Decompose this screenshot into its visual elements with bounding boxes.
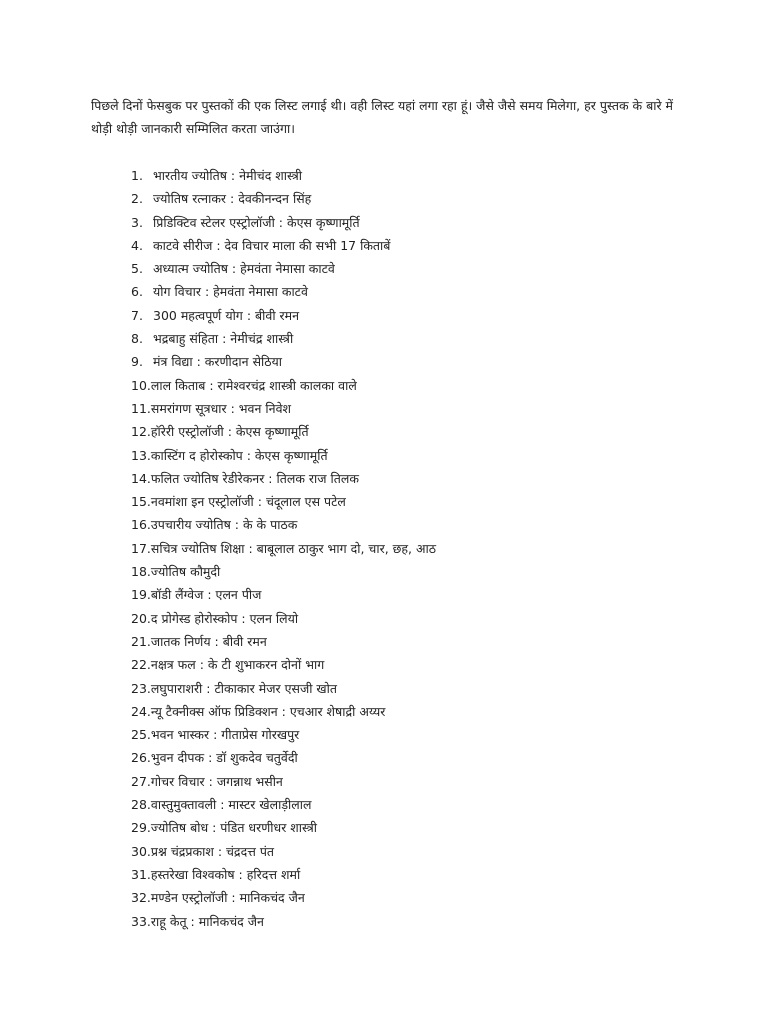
list-item-text: गोचर विचार : जगन्नाथ भसीन [150,773,283,789]
list-item [131,211,436,234]
list-item-number: 24. [131,703,151,719]
list-item-number: 4. [131,237,143,253]
list-item-text: कास्टिंग द होरोस्कोप : केएस कृष्णामूर्ति [150,447,328,463]
list-item-number: 18. [131,564,151,580]
list-item [131,397,436,420]
intro-paragraph: पिछले दिनों फेसबुक पर पुस्तकों की एक लिस्ट लगाई थी। वही लिस्ट यहां लगा रहा हूं। जैसे जैसे समय मिलेगा, हर पुस्तक के बारे में थोड़ी थोड़ी जानकारी सम्मिलित करता जाउंगा। [91,98,674,136]
list-item-text: वास्तुमुक्तावली : मास्टर खेलाड़ीलाल [150,797,312,813]
list-item-number: 9. [131,354,143,370]
list-item [131,653,436,676]
list-item-number: 13. [131,447,151,463]
list-item-number: 14. [131,470,151,486]
list-item [131,513,436,536]
list-item-number: 23. [131,680,151,696]
list-item-number: 27. [131,773,151,789]
list-item-number: 2. [131,191,143,207]
list-item-number: 7. [131,307,143,323]
list-item [131,886,436,909]
list-item-text: न्यू टैक्नीक्स ऑफ प्रिडिक्शन : एचआर शेषाद्री अय्यर [150,703,386,719]
book-list [131,164,436,933]
list-item [131,374,436,397]
list-item-text: हस्तरेखा विश्वकोष : हरिदत्त शर्मा [150,866,301,882]
list-item-number: 25. [131,727,151,743]
list-item-text: ज्योतिष रत्नाकर : देवकीनन्दन सिंह [153,191,312,207]
list-item-number: 8. [131,331,143,347]
list-item-text: मंत्र विद्या : करणीदान सेठिया [153,354,283,370]
list-item-text: राहू केतू : मानिकचंद जैन [150,913,264,929]
list-item [131,327,436,350]
list-item-number: 33. [131,913,151,929]
list-item-text: भवन भास्कर : गीताप्रेस गोरखपुर [150,727,300,743]
list-item-text: समरांगण सूत्रधार : भवन निवेश [150,400,292,416]
list-item-number: 21. [131,633,151,649]
list-item-text: द प्रोगेस्ड होरोस्कोप : एलन लियो [150,610,299,626]
list-item-text: हॉरेरी एस्ट्रोलॉजी : केएस कृष्णामूर्ति [150,424,309,440]
list-item-text: ज्योतिष कौमुदी [150,564,221,580]
list-item-text: लाल किताब : रामेश्वरचंद्र शास्त्री कालका वाले [150,377,357,393]
list-item-number: 28. [131,797,151,813]
list-item [131,677,436,700]
list-item-number: 29. [131,820,151,836]
list-item-text: योग विचार : हेमवंता नेमासा काटवे [153,284,308,300]
list-item-number: 31. [131,866,151,882]
list-item [131,863,436,886]
list-item-number: 15. [131,494,151,510]
list-item [131,467,436,490]
list-item [131,560,436,583]
list-item [131,607,436,630]
list-item [131,746,436,769]
list-item-number: 11. [131,400,151,416]
list-item [131,700,436,723]
list-item-number: 5. [131,261,143,277]
list-item [131,910,436,933]
list-item-number: 32. [131,890,151,906]
list-item [131,723,436,746]
list-item-number: 30. [131,843,151,859]
list-item [131,350,436,373]
list-item-number: 12. [131,424,151,440]
list-item-text: प्रिडिक्टिव स्टेलर एस्ट्रोलॉजी : केएस कृष्णामूर्ति [153,214,360,230]
list-item [131,187,436,210]
list-item-number: 6. [131,284,143,300]
list-item [131,840,436,863]
list-item [131,793,436,816]
list-item-number: 16. [131,517,151,533]
list-item [131,234,436,257]
list-item [131,630,436,653]
list-item-text: भद्रबाहु संहिता : नेमीचंद्र शास्त्री [153,331,294,347]
list-item [131,816,436,839]
list-item-text: नक्षत्र फल : के टी शुभाकरन दोनों भाग [150,657,325,673]
list-item-number: 3. [131,214,143,230]
list-item [131,280,436,303]
list-item-text: ज्योतिष बोध : पंडित धरणीधर शास्त्री [150,820,318,836]
list-item-text: अध्यात्म ज्योतिष : हेमवंता नेमासा काटवे [153,261,335,277]
list-item [131,444,436,467]
list-item-text: नवमांशा इन एस्ट्रोलॉजी : चंदूलाल एस पटेल [150,494,346,510]
list-item-number: 19. [131,587,151,603]
list-item [131,490,436,513]
list-item-text: लघुपाराशरी : टीकाकार मेजर एसजी खोत [150,680,338,696]
list-item-number: 1. [131,168,143,183]
list-item-number: 26. [131,750,151,766]
list-item-text: प्रश्न चंद्रप्रकाश : चंद्रदत्त पंत [150,843,275,859]
list-item-text: भारतीय ज्योतिष : नेमीचंद शास्त्री [153,168,303,183]
list-item [131,537,436,560]
list-item-text: 300 महत्वपूर्ण योग : बीवी रमन [153,307,300,323]
list-item-number: 22. [131,657,151,673]
list-item-text: उपचारीय ज्योतिष : के के पाठक [150,517,298,533]
list-item [131,420,436,443]
list-item-number: 20. [131,610,151,626]
list-item-text: बॉडी लैंग्वेज : एलन पीज [150,587,262,603]
list-item-text: जातक निर्णय : बीवी रमन [150,633,267,649]
list-item [131,583,436,606]
list-item-text: मण्डेन एस्ट्रोलॉजी : मानिकचंद जैन [150,890,305,906]
list-item [131,164,436,187]
list-item-number: 17. [131,540,151,556]
list-item-text: फलित ज्योतिष रेडीरेकनर : तिलक राज तिलक [150,470,359,486]
list-item [131,257,436,280]
list-item-number: 10. [131,377,151,393]
list-item-text: भुवन दीपक : डॉ शुकदेव चतुर्वेदी [150,750,298,766]
list-item-text: काटवे सीरीज : देव विचार माला की सभी 17 किताबें [153,237,391,253]
list-item [131,304,436,327]
list-item-text: सचित्र ज्योतिष शिक्षा : बाबूलाल ठाकुर भाग दो, चार, छह, आठ [150,540,437,556]
list-item [131,770,436,793]
